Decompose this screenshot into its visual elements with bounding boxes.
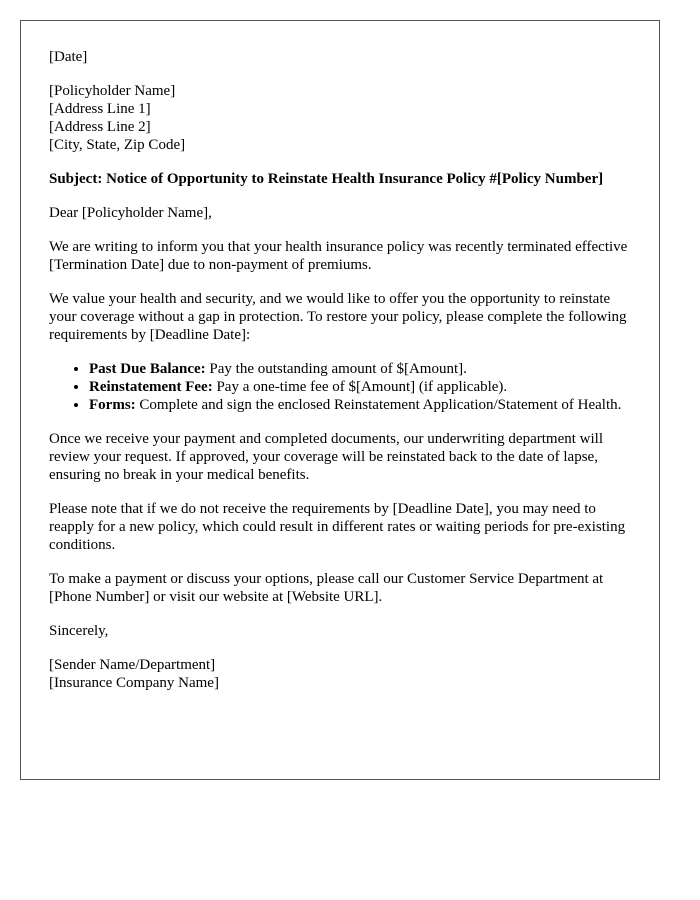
requirement-text: Pay the outstanding amount of $[Amount]. [205,361,467,377]
signature-block [49,656,631,692]
requirement-item [89,378,631,396]
letter-page [20,20,660,780]
date-block [49,48,631,66]
paragraph-deadline-warning: Please note that if we do not receive the requirements by [Deadline Date], you may need to reapply for a new policy, which could result in different rates or waiting periods for pre-existing conditions. [49,501,626,553]
sender-name: [Sender Name/Department] [49,657,216,673]
paragraph-termination-notice: We are writing to inform you that your health insurance policy was recently terminated effective [Termination Date] due to non-payment of premiums. [49,239,628,273]
closing: Sincerely, [49,623,109,639]
requirement-text: Pay a one-time fee of $[Amount] (if applicable). [212,379,508,395]
paragraph-contact-info: To make a payment or discuss your options, please call our Customer Service Department at [Phone Number] or visit our website at [Website URL]. [49,571,604,605]
requirement-item [89,360,631,378]
requirement-item [89,396,631,414]
recipient-address-line-1: [Address Line 1] [49,101,151,117]
salutation: Dear [Policyholder Name], [49,205,212,221]
recipient-name: [Policyholder Name] [49,83,176,99]
requirements-list [49,360,631,414]
subject-line: Subject: Notice of Opportunity to Reinstate Health Insurance Policy #[Policy Number] [49,171,604,187]
requirement-term: Forms: [89,397,136,413]
requirement-text: Complete and sign the enclosed Reinstatement Application/Statement of Health. [135,397,622,413]
requirement-term: Past Due Balance: [89,361,206,377]
recipient-address-line-2: [Address Line 2] [49,119,151,135]
sender-company: [Insurance Company Name] [49,675,219,691]
requirement-term: Reinstatement Fee: [89,379,213,395]
letter-date: [Date] [49,49,88,65]
recipient-city-state-zip: [City, State, Zip Code] [49,137,186,153]
paragraph-review-process: Once we receive your payment and completed documents, our underwriting department will review your request. If approved, your coverage will be reinstated back to the date of lapse, ensuring no break in your medical benefits. [49,431,603,483]
paragraph-reinstatement-offer: We value your health and security, and we would like to offer you the opportunity to reinstate your coverage without a gap in protection. To restore your policy, please complete the following requirements by [Deadline Date]: [49,291,627,343]
recipient-address [49,82,631,154]
